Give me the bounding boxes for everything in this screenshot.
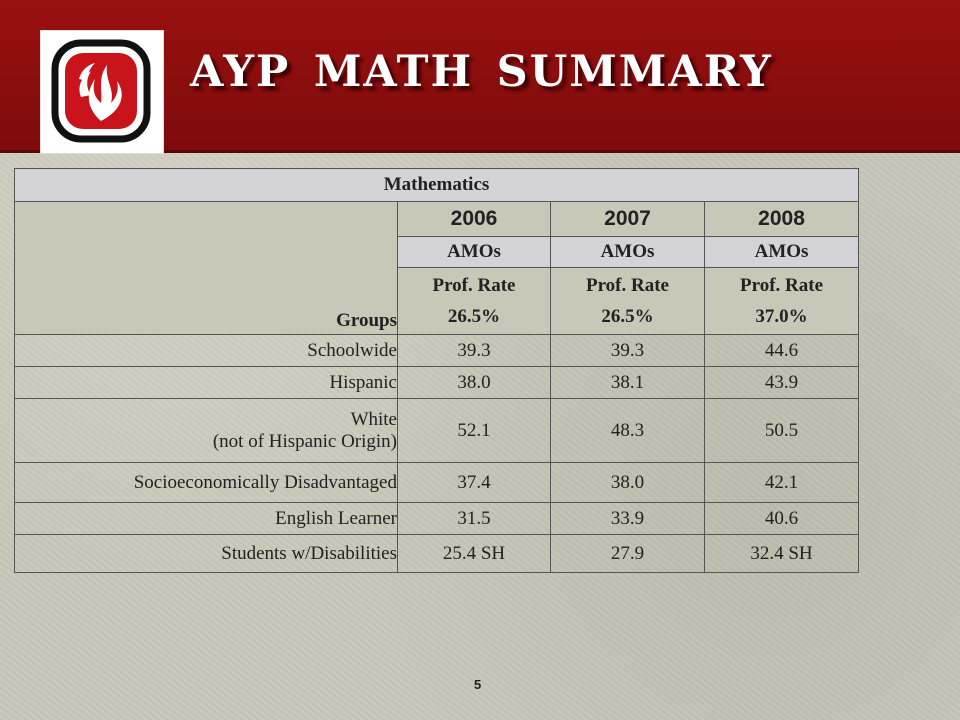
value-2008: 40.6 bbox=[705, 503, 859, 535]
table-row bbox=[15, 503, 859, 535]
year-2006: 2006 bbox=[398, 202, 551, 237]
prof-rate-value: 37.0% bbox=[755, 306, 808, 327]
value-2006: 39.3 bbox=[398, 335, 551, 367]
prof-rate-label: Prof. Rate bbox=[740, 275, 824, 296]
amo-label: AMOs bbox=[398, 237, 551, 268]
value-2006: 52.1 bbox=[398, 399, 551, 463]
year-2007: 2007 bbox=[551, 202, 705, 237]
group-label: Hispanic bbox=[15, 367, 398, 399]
value-2006: 25.4 SH bbox=[398, 535, 551, 573]
prof-rate-2008 bbox=[705, 268, 859, 335]
value-2007: 38.0 bbox=[551, 463, 705, 503]
table-row bbox=[15, 335, 859, 367]
value-2007: 38.1 bbox=[551, 367, 705, 399]
value-2006: 38.0 bbox=[398, 367, 551, 399]
value-2008: 42.1 bbox=[705, 463, 859, 503]
year-2008: 2008 bbox=[705, 202, 859, 237]
value-2007: 27.9 bbox=[551, 535, 705, 573]
prof-rate-2007 bbox=[551, 268, 705, 335]
table-row bbox=[15, 367, 859, 399]
title-bar bbox=[0, 0, 960, 153]
amo-label: AMOs bbox=[551, 237, 705, 268]
group-label bbox=[15, 399, 398, 463]
table-row bbox=[15, 463, 859, 503]
page-number: 5 bbox=[474, 677, 482, 692]
value-2007: 39.3 bbox=[551, 335, 705, 367]
value-2006: 31.5 bbox=[398, 503, 551, 535]
table-title: Mathematics bbox=[15, 169, 859, 202]
value-2007: 48.3 bbox=[551, 399, 705, 463]
groups-header: Groups bbox=[15, 202, 398, 335]
table-row bbox=[15, 399, 859, 463]
group-label: Schoolwide bbox=[15, 335, 398, 367]
value-2007: 33.9 bbox=[551, 503, 705, 535]
prof-rate-label: Prof. Rate bbox=[585, 275, 669, 296]
amo-label: AMOs bbox=[705, 237, 859, 268]
value-2008: 43.9 bbox=[705, 367, 859, 399]
value-2008: 44.6 bbox=[705, 335, 859, 367]
group-label: Socioeconomically Disadvantaged bbox=[15, 463, 398, 503]
value-2006: 37.4 bbox=[398, 463, 551, 503]
group-label: Students w/Disabilities bbox=[15, 535, 398, 573]
group-label: English Learner bbox=[15, 503, 398, 535]
group-label-line1: White bbox=[350, 408, 397, 430]
table-row bbox=[15, 535, 859, 573]
prof-rate-value: 26.5% bbox=[601, 306, 654, 327]
math-summary-table bbox=[14, 168, 859, 573]
value-2008: 32.4 SH bbox=[705, 535, 859, 573]
slide-title: ayp math summary bbox=[190, 28, 773, 101]
group-label-line2: (not of Hispanic Origin) bbox=[212, 430, 397, 452]
value-2008: 50.5 bbox=[705, 399, 859, 463]
flame-logo-icon bbox=[40, 30, 164, 154]
prof-rate-2006 bbox=[398, 268, 551, 335]
prof-rate-label: Prof. Rate bbox=[432, 275, 516, 296]
prof-rate-value: 26.5% bbox=[447, 306, 501, 327]
